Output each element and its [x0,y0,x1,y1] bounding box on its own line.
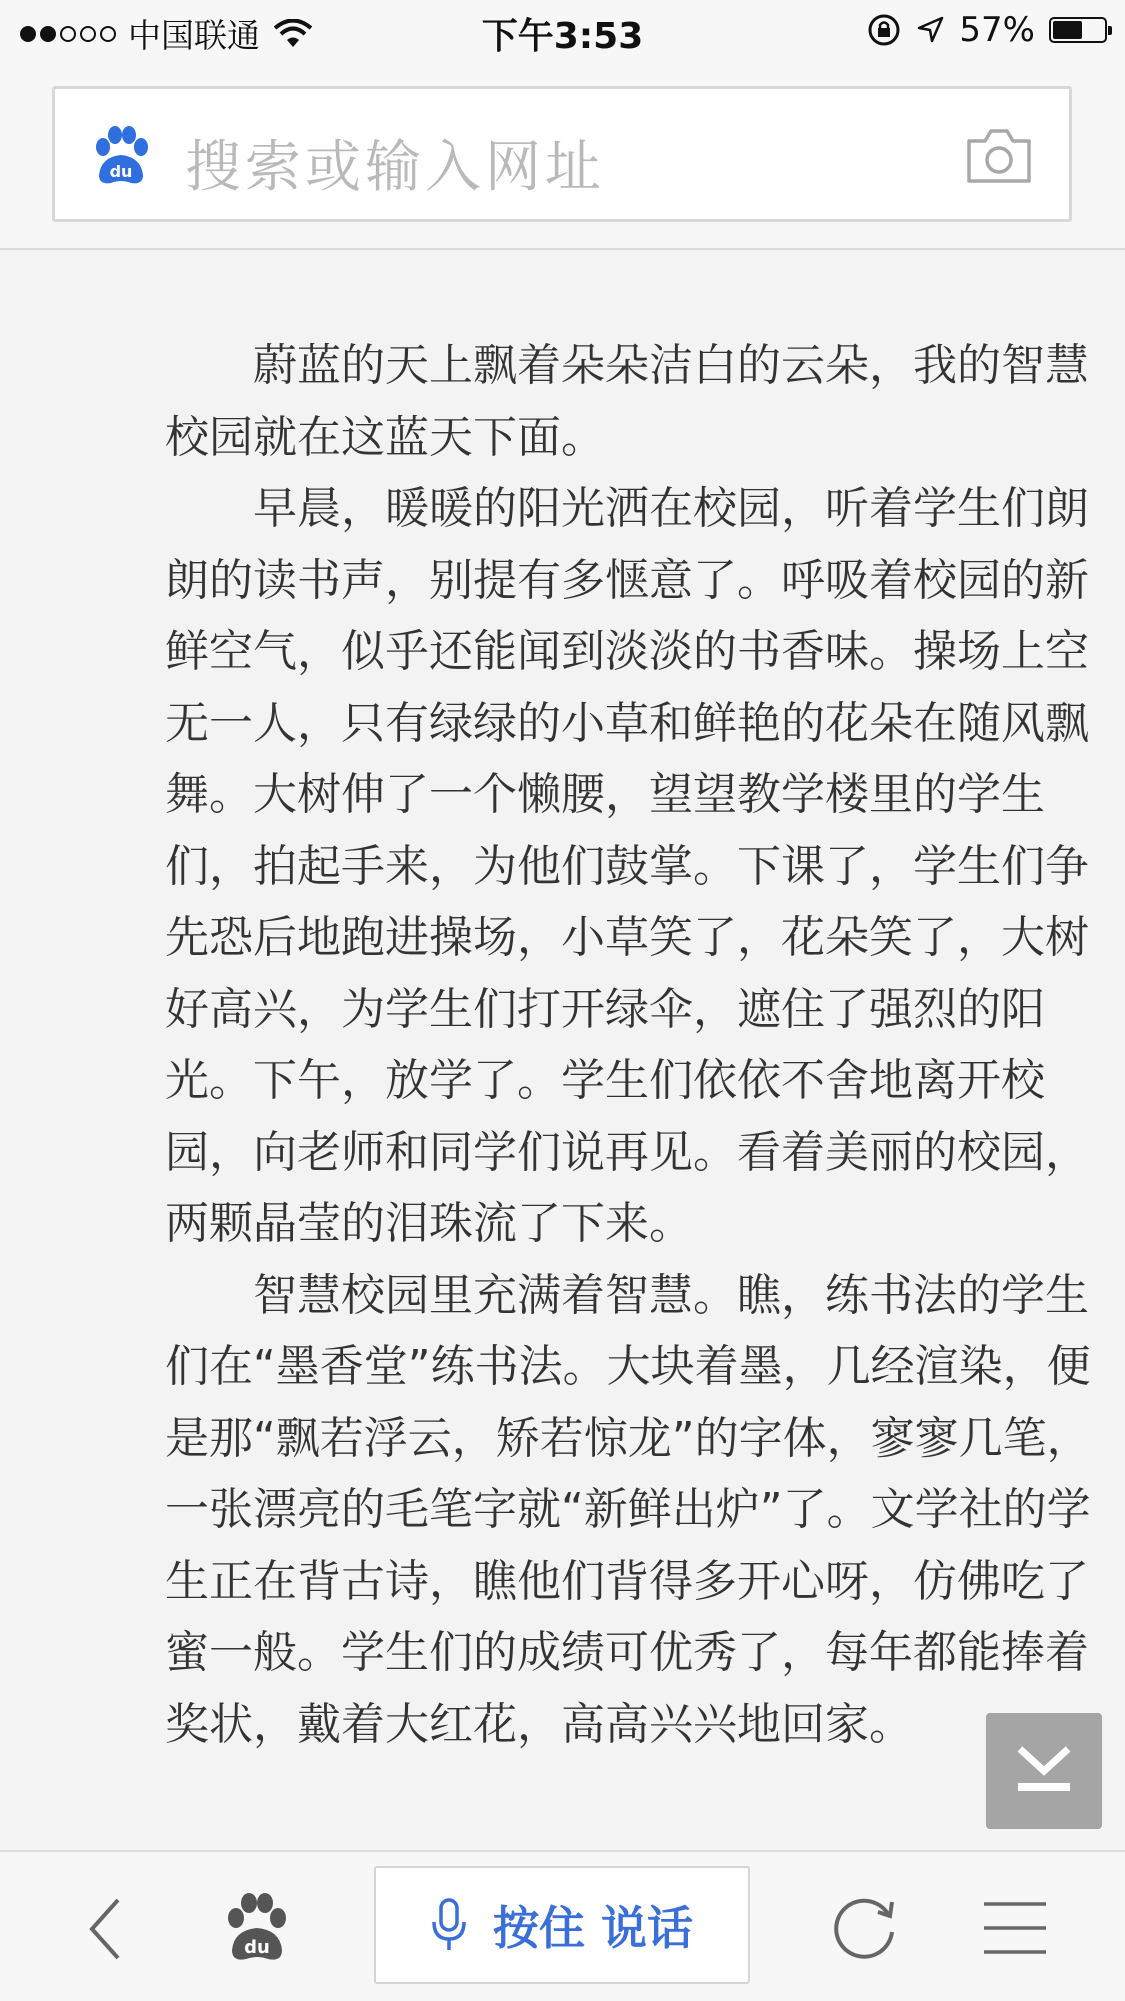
bottom-toolbar [0,1850,1125,2001]
home-icon[interactable] [222,1890,292,1964]
scroll-down-button[interactable] [986,1713,1102,1829]
status-right [867,10,1107,50]
battery-level [1053,21,1082,39]
chevron-down-icon [1014,1745,1074,1797]
menu-icon[interactable] [982,1898,1048,1958]
location-arrow-icon [915,15,945,45]
article-body [165,330,1100,1760]
carrier-name: 中国联通 [128,16,260,55]
baidu-paw-icon [89,123,153,187]
article-paragraph: 早晨，暖暖的阳光洒在校园，听着学生们朗朗的读书声，别提有多惬意了。呼吸着校园的新鲜空气，似乎还能闻到淡淡的书香味。操场上空无一人，只有绿绿的小草和鲜艳的花朵在随风飘舞。大树伸了一个懒腰，望望教学楼里的学生们，拍起手来，为他们鼓掌。下课了，学生们争先恐后地跑进操场，小草笑了，花朵笑了，大树好高兴，为学生们打开绿伞，遮住了强烈的阳光。下午，放学了。学生们依依不舍地离开校园，向老师和同学们说再见。看着美丽的校园，两颗晶莹的泪珠流了下来。 [165,483,1089,1249]
lock-rotation-icon [867,13,901,47]
status-bar [0,0,1125,62]
svg-text:du: du [109,162,133,181]
microphone-icon [431,1897,467,1953]
search-placeholder: 搜索或输入网址 [185,135,605,200]
voice-input-button[interactable] [374,1866,750,1984]
battery-percent: 57% [959,10,1035,50]
voice-button-label: 按住 说话 [492,1901,693,1955]
article-paragraph: 智慧校园里充满着智慧。瞧，练书法的学生们在“墨香堂”练书法。大块着墨，几经渲染，便是那“飘若浮云，矫若惊龙”的字体，寥寥几笔，一张漂亮的毛笔字就“新鲜出炉”了。文学社的学生正在背古诗，瞧他们背得多开心呀，仿佛吃了蜜一般。学生们的成绩可优秀了，每年都能捧着奖状，戴着大红花，高高兴兴地回家。 [165,1269,1091,1750]
refresh-icon[interactable] [832,1892,898,1962]
camera-icon[interactable] [963,125,1035,187]
status-time: 下午3:53 [481,16,644,57]
battery-icon [1049,17,1107,43]
article-paragraph: 蔚蓝的天上飘着朵朵洁白的云朵，我的智慧校园就在这蓝天下面。 [165,340,1089,463]
browser-header [0,62,1125,250]
search-input[interactable] [52,86,1072,222]
back-icon[interactable] [82,1894,132,1964]
svg-text:du: du [244,1937,270,1958]
